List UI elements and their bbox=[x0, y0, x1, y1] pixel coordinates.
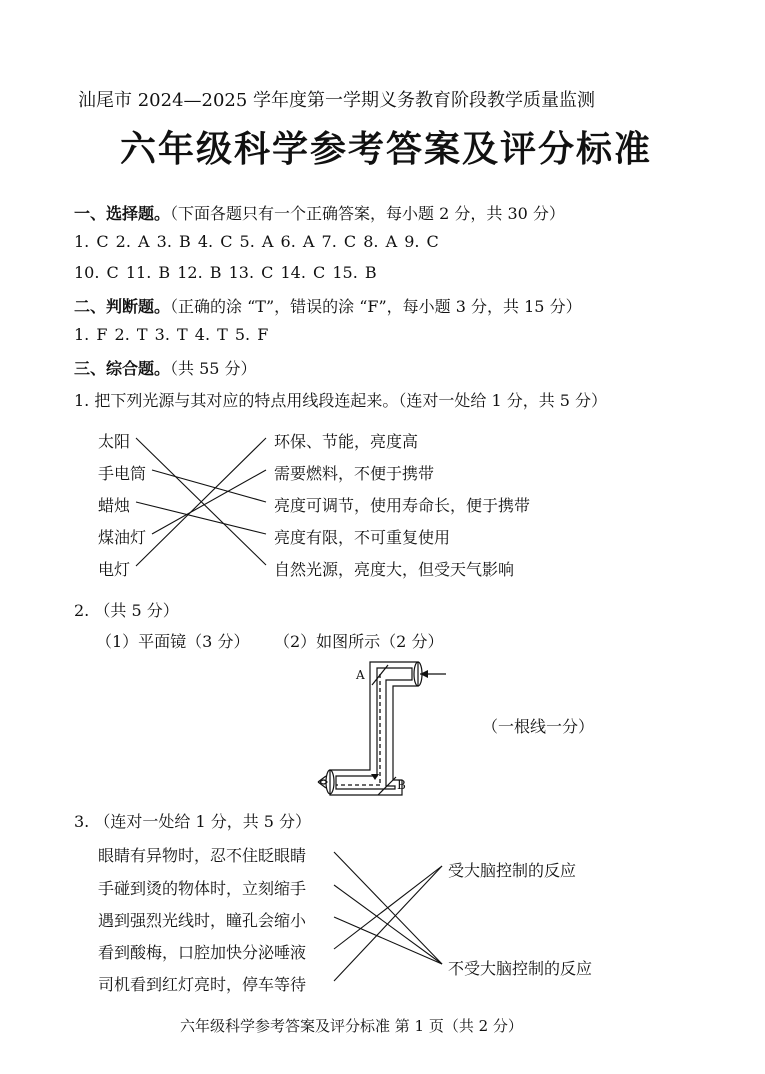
section1-note: （下面各题只有一个正确答案，每小题 2 分，共 30 分） bbox=[170, 204, 565, 223]
q3-left-item: 看到酸梅，口腔加快分泌唾液 bbox=[98, 943, 307, 962]
section2-answers: 1. F 2. T 3. T 4. T 5. F bbox=[74, 325, 269, 344]
q1-right-item: 自然光源，亮度大，但受天气影响 bbox=[274, 560, 515, 579]
q1-right-item: 需要燃料，不便于携带 bbox=[274, 464, 435, 483]
section1-heading: 一、选择题。 bbox=[74, 204, 171, 223]
label-a: A bbox=[356, 668, 365, 682]
section2-heading: 二、判断题。 bbox=[74, 297, 171, 316]
section1-answers-row2: 10. C 11. B 12. B 13. C 14. C 15. B bbox=[74, 263, 377, 282]
q2-prompt: 2. （共 5 分） bbox=[74, 601, 179, 620]
q1-prompt: 1. 把下列光源与其对应的特点用线段连起来。（连对一处给 1 分，共 5 分） bbox=[74, 391, 608, 410]
section3-note: （共 55 分） bbox=[170, 359, 257, 378]
q3-left-item: 眼睛有异物时，忍不住眨眼睛 bbox=[98, 846, 307, 865]
q3-prompt: 3. （连对一处给 1 分，共 5 分） bbox=[74, 812, 312, 831]
section2-note: （正确的涂 “T”，错误的涂 “F”，每小题 3 分，共 15 分） bbox=[170, 297, 582, 316]
q3-right-item: 受大脑控制的反应 bbox=[448, 861, 577, 880]
section3-heading: 三、综合题。 bbox=[74, 359, 171, 378]
q1-match-line bbox=[152, 470, 266, 502]
q1-right-item: 亮度有限，不可重复使用 bbox=[274, 528, 451, 547]
q1-left-item: 蜡烛 bbox=[98, 496, 131, 515]
q3-match-line bbox=[334, 866, 442, 949]
q1-left-item: 太阳 bbox=[98, 432, 131, 451]
section1-answers-row1: 1. C 2. A 3. B 4. C 5. A 6. A 7. C 8. A 9. C bbox=[74, 232, 439, 251]
q2-part2: （2）如图所示（2 分） bbox=[274, 632, 444, 651]
q1-left-item: 煤油灯 bbox=[98, 528, 147, 547]
label-b: B bbox=[397, 778, 406, 792]
q2-note: （一根线一分） bbox=[482, 717, 595, 736]
q1-right-item: 环保、节能，亮度高 bbox=[274, 432, 419, 451]
q3-right-item: 不受大脑控制的反应 bbox=[448, 959, 593, 978]
q3-left-item: 手碰到烫的物体时，立刻缩手 bbox=[98, 879, 307, 898]
q1-left-item: 手电筒 bbox=[98, 464, 147, 483]
page-title: 六年级科学参考答案及评分标准 bbox=[120, 128, 653, 170]
page-footer: 六年级科学参考答案及评分标准 第 1 页（共 2 分） bbox=[180, 1017, 523, 1035]
q1-left-item: 电灯 bbox=[98, 560, 131, 579]
q1-right-item: 亮度可调节，使用寿命长，便于携带 bbox=[274, 496, 531, 515]
exam-header: 汕尾市 2024—2025 学年度第一学期义务教育阶段教学质量监测 bbox=[78, 90, 596, 111]
q1-match-line bbox=[152, 470, 266, 534]
q2-part1: （1）平面镜（3 分） bbox=[96, 632, 250, 651]
q3-left-item: 遇到强烈光线时，瞳孔会缩小 bbox=[98, 911, 307, 930]
q3-left-item: 司机看到红灯亮时，停车等待 bbox=[98, 975, 307, 994]
